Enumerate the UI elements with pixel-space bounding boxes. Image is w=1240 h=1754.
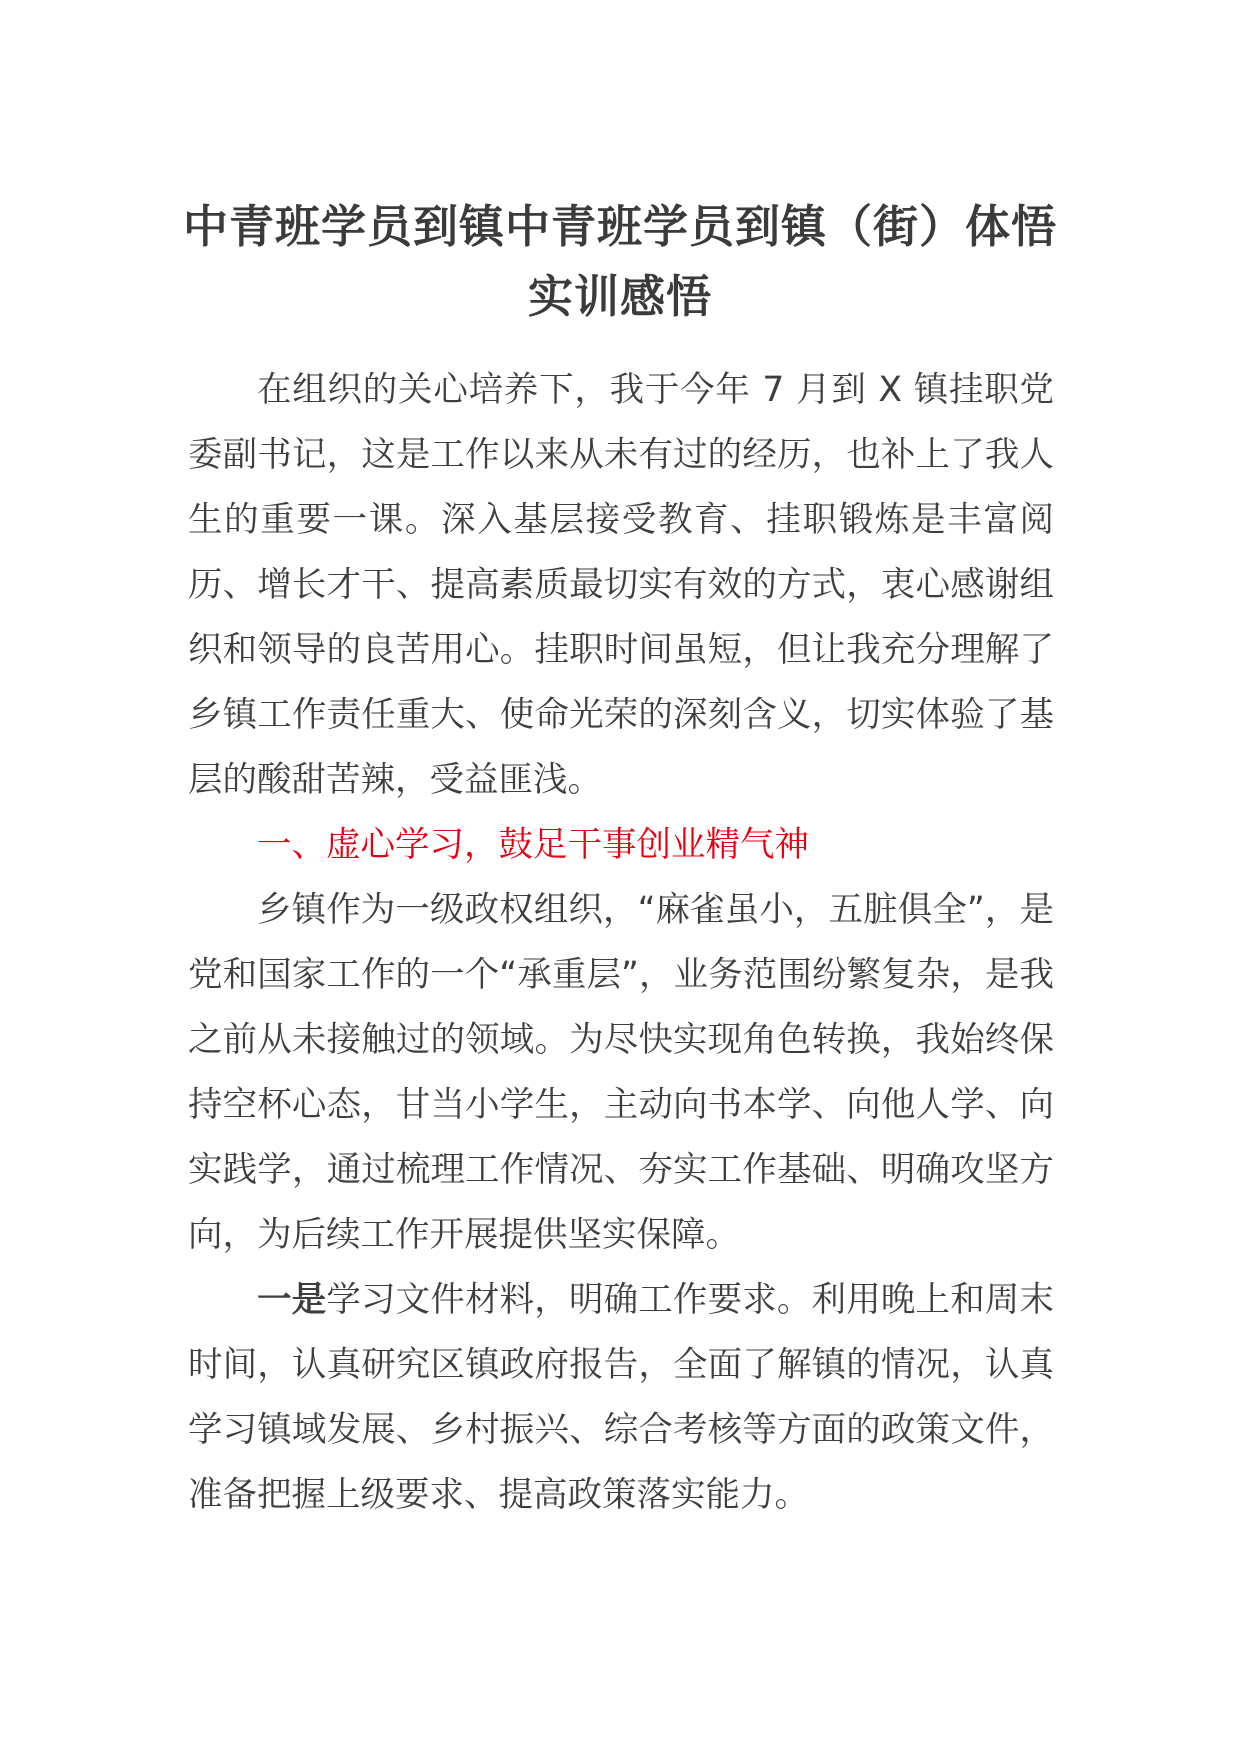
title-line-2: 实训感悟 — [527, 270, 712, 323]
document-title — [160, 192, 1080, 332]
document-body — [188, 358, 1054, 1528]
paragraph-intro: 在组织的关心培养下，我于今年 7 月到 X 镇挂职党委副书记，这是工作以来从未有过的经历，也补上了我人生的重要一课。深入基层接受教育、挂职锻炼是丰富阅历、增长才干、提高素质最切实有效的方式，衷心感谢组织和领导的良苦用心。挂职时间虽短，但让我充分理解了乡镇工作责任重大、使命光荣的深刻含义，切实体验了基层的酸甜苦辣，受益匪浅。 — [188, 370, 1054, 800]
paragraph-lead-text: 一是 — [257, 1280, 327, 1320]
paragraph-first-point — [188, 1268, 1054, 1528]
paragraph-rest-text: 学习文件材料，明确工作要求。利用晚上和周末时间，认真研究区镇政府报告，全面了解镇的情况，认真学习镇域发展、乡村振兴、综合考核等方面的政策文件，准备把握上级要求、提高政策落实能力。 — [188, 1280, 1055, 1515]
section-heading-1: 一、虚心学习，鼓足干事创业精气神 — [257, 825, 809, 865]
paragraph-township: 乡镇作为一级政权组织，“麻雀虽小，五脏俱全”，是党和国家工作的一个“承重层”，业务范围纷繁复杂，是我之前从未接触过的领域。为尽快实现角色转换，我始终保持空杯心态，甘当小学生，主动向书本学、向他人学、向实践学，通过梳理工作情况、夯实工作基础、明确攻坚方向，为后续工作开展提供坚实保障。 — [188, 890, 1054, 1255]
title-line-1: 中青班学员到镇中青班学员到镇（街）体悟 — [182, 200, 1057, 253]
